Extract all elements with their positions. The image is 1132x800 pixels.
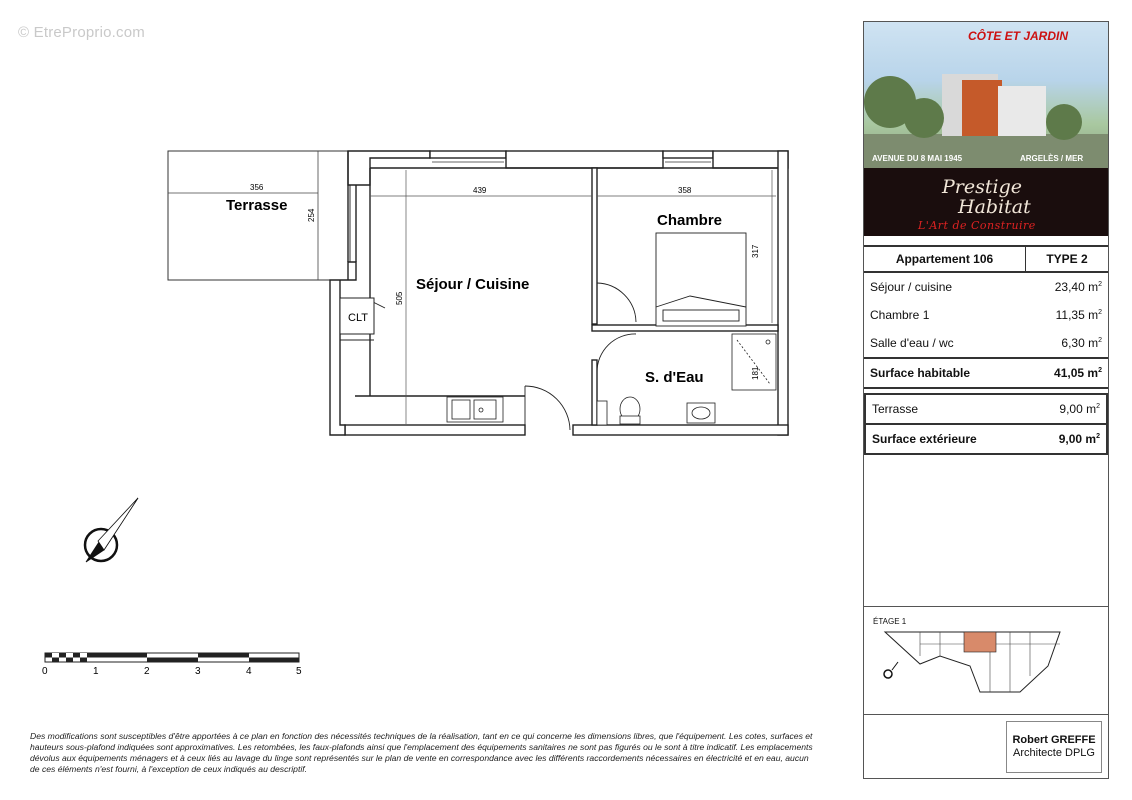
shower-dim-label: 181 (751, 366, 760, 380)
terrace (168, 151, 350, 280)
terrasse-row-label: Terrasse (872, 402, 919, 416)
scale-label-0: 0 (42, 666, 48, 677)
room-value: 11,35 m (1055, 308, 1099, 322)
brand-tagline: L'Art de Construire (918, 219, 1036, 232)
architect-box (1006, 721, 1102, 773)
clt-label: CLT (348, 312, 368, 324)
architect-name: Robert GREFFE (1012, 734, 1096, 746)
scale-label-4: 4 (246, 666, 252, 677)
photo-street: AVENUE DU 8 MAI 1945 (872, 154, 963, 163)
brand-line1: Prestige (942, 176, 1022, 198)
room-label: Séjour / cuisine (870, 280, 953, 294)
scale-label-3: 3 (195, 666, 201, 677)
exterieure-label: Surface extérieure (865, 424, 1031, 454)
surface-table: Appartement 106 TYPE 2 Séjour / cuisine 23,40 $m^2$ Chambre 1 11,35 $m^2$ Salle d'eau / wc 6,30 $m^2$ Surface habitable 41,05 $m^2$ (864, 245, 1108, 389)
exterior-table: Terrasse 9,00 $m^2$ Surface extérieure 9,00 $m^2$ (864, 393, 1108, 455)
sejour-height-label: 505 (395, 291, 404, 305)
terrasse-label: Terrasse (226, 197, 288, 214)
compass-icon (85, 498, 138, 562)
habitable-label: Surface habitable (864, 358, 1026, 388)
scale-label-1: 1 (93, 666, 99, 677)
terrasse-width-label: 356 (250, 183, 264, 192)
room-value: 6,30 m (1061, 336, 1099, 350)
terrasse-row-value: 9,00 m (1059, 402, 1097, 416)
sejour-label: Séjour / Cuisine (416, 276, 530, 293)
brand-line2: Habitat (958, 196, 1031, 218)
shower-icon (732, 334, 776, 390)
mini-compass-icon (884, 670, 892, 678)
room-label: Salle d'eau / wc (870, 336, 954, 350)
brand-logo (864, 168, 1108, 236)
scale-label-5: 5 (296, 666, 302, 677)
bed-icon (656, 233, 746, 326)
sdeau-label: S. d'Eau (645, 369, 704, 386)
architect-title: Architecte DPLG (1013, 747, 1095, 759)
kitchen-sink-icon (447, 397, 503, 422)
chambre-width-label: 358 (678, 186, 692, 195)
apartment-type: TYPE 2 (1026, 246, 1109, 272)
photo-title: CÔTE ET JARDIN (968, 29, 1069, 43)
exterieure-value: 9,00 m (1058, 432, 1097, 446)
floor-location-map (880, 626, 1070, 696)
room-value: 23,40 m (1054, 280, 1099, 294)
room-label: Chambre 1 (870, 308, 930, 322)
chambre-height-label: 317 (751, 244, 760, 258)
photo-city: ARGELÈS / MER (1020, 154, 1084, 163)
habitable-value: 41,05 m (1054, 366, 1099, 380)
watermark: © EtreProprio.com (18, 24, 145, 41)
scale-label-2: 2 (144, 666, 150, 677)
scale-bar (45, 653, 299, 662)
apartment-highlight (964, 632, 996, 652)
apartment-number: Appartement 106 (864, 246, 1026, 272)
etage-label: ÉTAGE 1 (873, 617, 907, 626)
toilet-icon (620, 397, 640, 424)
disclaimer-text: Des modifications sont susceptibles d'être apportées à ce plan en fonction des nécessités techniques de la réalisation, tant en ce qui concerne les dimensions libres, que l'équipement. Les cotes, surfaces et hauteurs sous-plafond indiquées sont approximatives. Les retombées, les faux-plafonds ainsi que l'emplacement des équipements sanitaires ne sont pas figurés ou le sont à titre indicatif. Les emplacements dévolus aux équipements ménagers et à ceux liés au lavage du linge sont représentés sur le plan de vente en correspondance avec les différents raccordements nécessaires en électricité et en eau, aucun de ces éléments n'est fourni, à l'exception de ceux indiqués au descriptif. (30, 731, 813, 774)
terrasse-height-label: 254 (307, 208, 316, 222)
chambre-label: Chambre (657, 212, 723, 229)
building-photo (864, 22, 1108, 168)
washbasin-icon (687, 403, 715, 423)
sejour-width-label: 439 (473, 186, 487, 195)
